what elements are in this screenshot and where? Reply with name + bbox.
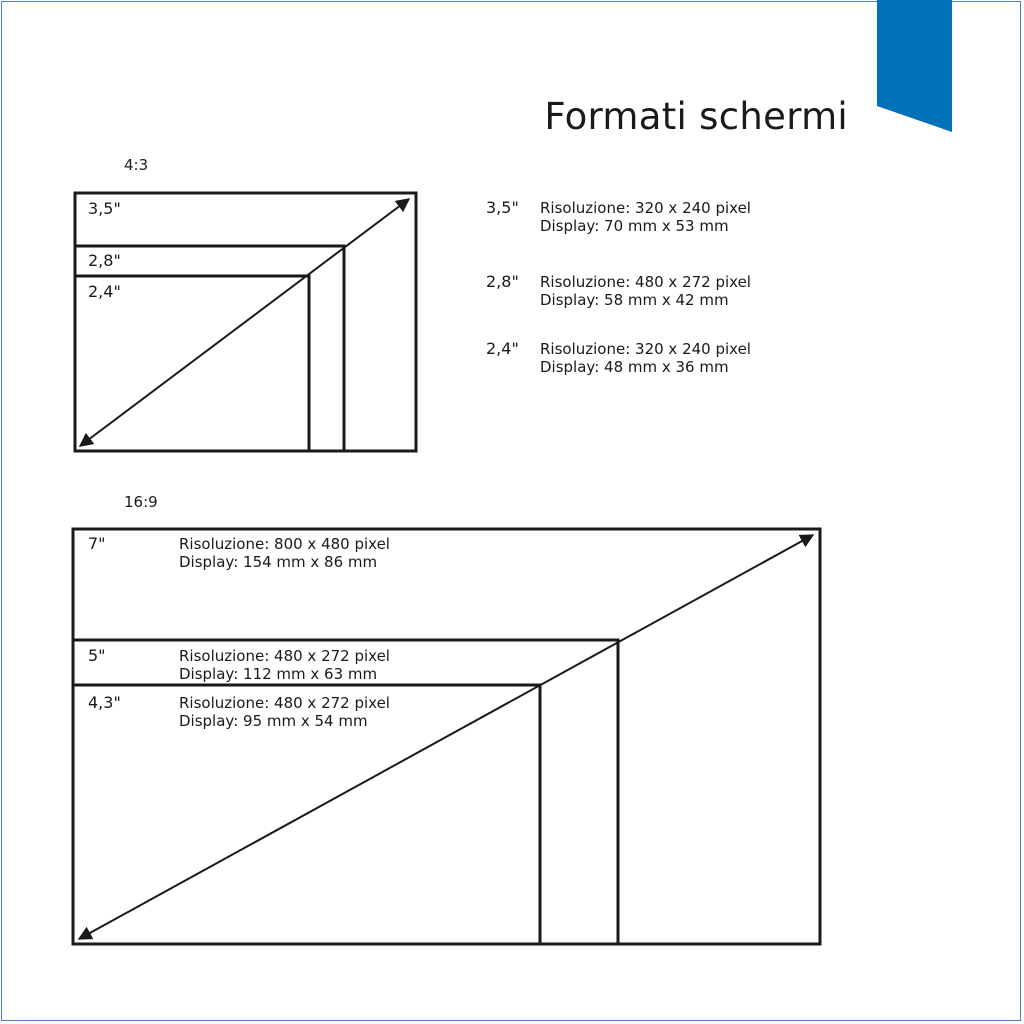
spec-display-7: Display: 154 mm x 86 mm (179, 553, 378, 571)
diagram-4-3 (75, 193, 416, 451)
spec-size-2-4: 2,4" (486, 339, 519, 358)
rect-2-4 (75, 276, 309, 451)
spec-resolution-2-8: Risoluzione: 480 x 272 pixel (540, 273, 751, 291)
ratio-label-16-9: 16:9 (124, 493, 158, 511)
diagonal-arrow-4-3 (80, 199, 409, 446)
diagram-label-4-3: 4,3" (88, 693, 121, 712)
spec-display-3-5: Display: 70 mm x 53 mm (540, 217, 729, 235)
spec-size-2-8: 2,8" (486, 272, 519, 291)
spec-display-5: Display: 112 mm x 63 mm (179, 665, 378, 683)
spec-display-2-4: Display: 48 mm x 36 mm (540, 358, 729, 376)
page-title: Formati schermi (544, 94, 848, 138)
diagram-label-7: 7" (88, 534, 106, 553)
diagram-16-9 (73, 529, 820, 944)
diagram-label-2-4: 2,4" (88, 282, 121, 301)
diagonal-arrow-16-9 (79, 535, 813, 939)
diagram-label-3-5: 3,5" (88, 199, 121, 218)
spec-size-3-5: 3,5" (486, 198, 519, 217)
spec-display-2-8: Display: 58 mm x 42 mm (540, 291, 729, 309)
diagram-label-2-8: 2,8" (88, 251, 121, 270)
spec-resolution-2-4: Risoluzione: 320 x 240 pixel (540, 340, 751, 358)
spec-resolution-5: Risoluzione: 480 x 272 pixel (179, 647, 390, 665)
diagram-label-5: 5" (88, 646, 106, 665)
spec-resolution-7: Risoluzione: 800 x 480 pixel (179, 535, 390, 553)
spec-display-4-3: Display: 95 mm x 54 mm (179, 712, 368, 730)
spec-resolution-4-3: Risoluzione: 480 x 272 pixel (179, 694, 390, 712)
ratio-label-4-3: 4:3 (124, 156, 149, 174)
spec-resolution-3-5: Risoluzione: 320 x 240 pixel (540, 199, 751, 217)
